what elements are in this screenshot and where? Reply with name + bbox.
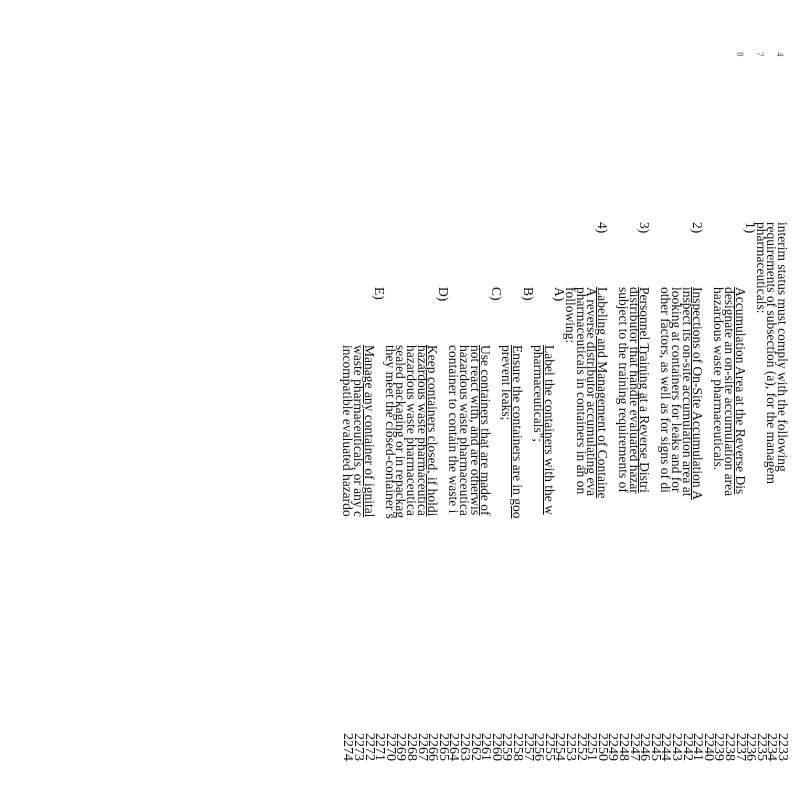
line-number: 2250 [594,733,610,761]
line-number: 2265 [435,733,451,761]
line-number: 2263 [457,733,472,761]
text-line: Manage any container of ignital [361,345,377,518]
line-number: 2242 [679,733,695,761]
line-number: 2266 [425,733,441,761]
line-number: 2260 [488,733,504,761]
line-number: 2258 [510,733,525,761]
line-number: 2238 [722,733,737,761]
line-number: 2252 [573,733,589,761]
text-line: incompatible evaluated hazardo [340,345,356,517]
line-number: 2247 [626,733,642,761]
text-line: hazardous waste pharmaceutica [414,345,430,516]
line-number: 2273 [351,733,366,761]
line-number: 2261 [478,733,494,761]
text-line: Keep containers closed, if holdi [425,345,441,517]
text-line: interim status must comply with the following [775,222,790,472]
text-line: Inspections of On-Site Accumulation A [690,287,706,500]
text-line: hazardous waste pharmaceutica [457,345,472,516]
margin-mark: 7 [755,52,765,57]
line-number: 2257 [520,733,536,761]
line-number: 2274 [340,733,356,761]
text-line: Labeling and Management of Containe [594,287,610,499]
margin-mark: 4 [775,52,785,57]
text-line: designate an on-site accumulation area [722,287,737,497]
line-number: 2244 [658,733,674,761]
text-line: they meet the closed-container s [382,345,398,519]
text-line: following: [563,287,578,344]
text-line: Ensure the containers are in goo [510,345,525,519]
line-number: 2236 [743,733,759,761]
line-number: 2255 [541,733,557,761]
line-number: 2235 [753,733,769,761]
line-number: 2241 [690,733,706,761]
text-line: distributor that handle evaluated hazar [626,287,642,494]
text-line: prevent leaks; [499,345,515,421]
text-line: requirements of subsection (a), for the managem [764,222,780,485]
line-number: 2264 [446,733,462,761]
list-marker: 2) [690,222,706,234]
list-marker: 1) [743,222,759,234]
list-marker: A) [552,287,568,302]
line-number: 2270 [382,733,398,761]
line-number: 2256 [531,733,547,761]
list-marker: 4) [594,222,610,234]
line-number: 2248 [616,733,631,761]
line-number: 2246 [637,733,653,761]
text-line: sealed packaging or in repackag [393,345,409,519]
text-line: waste pharmaceuticals, or any c [351,345,366,518]
line-number: 2249 [605,733,621,761]
line-number: 2239 [711,733,727,761]
line-number: 2259 [499,733,515,761]
list-marker: D) [435,287,451,302]
list-marker: 3) [637,222,653,234]
text-line: inspect its on-site accumulation area at [679,287,695,497]
text-line: Accumulation Area at the Reverse Dis [732,287,748,495]
text-line: Use containers that are made of [478,345,494,516]
line-number: 2272 [361,733,377,761]
text-line: not react with, and are otherwis [467,345,483,516]
line-number: 2245 [647,733,663,761]
text-line: pharmaceuticals"; [531,345,547,442]
text-line: pharmaceuticals in containers in an on [573,287,589,495]
list-marker: B) [520,287,536,301]
line-number: 2253 [563,733,578,761]
line-number: 2251 [584,733,600,761]
line-number: 2237 [732,733,748,761]
text-line: A reverse distributor accumulating eva [584,287,600,497]
text-line: container to contain the waste i [446,345,462,514]
line-number: 2234 [764,733,780,761]
text-line: Personnel Training at a Reverse Distri [637,287,653,493]
line-number: 2267 [414,733,430,761]
line-number: 2240 [700,733,716,761]
text-line: hazardous waste pharmaceuticals. [711,287,727,471]
line-number: 2262 [467,733,483,761]
text-line: Label the containers with the w [541,345,557,515]
margin-marks [730,52,790,57]
text-line: looking at containers for leaks and for [669,287,684,493]
list-marker: C) [488,287,504,301]
margin-mark: 8 [735,52,745,57]
text-line: other factors, as well as for signs of di [658,287,674,493]
line-number: 2233 [775,733,790,761]
line-number: 2271 [372,733,388,761]
line-number: 2254 [552,733,568,761]
text-line: pharmaceuticals: [753,222,769,314]
line-number: 2243 [669,733,684,761]
line-number: 2268 [404,733,419,761]
text-line: subject to the training requirements of [616,287,631,493]
list-marker: E) [372,287,388,300]
text-line: hazardous waste pharmaceutica [404,345,419,516]
line-number: 2269 [393,733,409,761]
